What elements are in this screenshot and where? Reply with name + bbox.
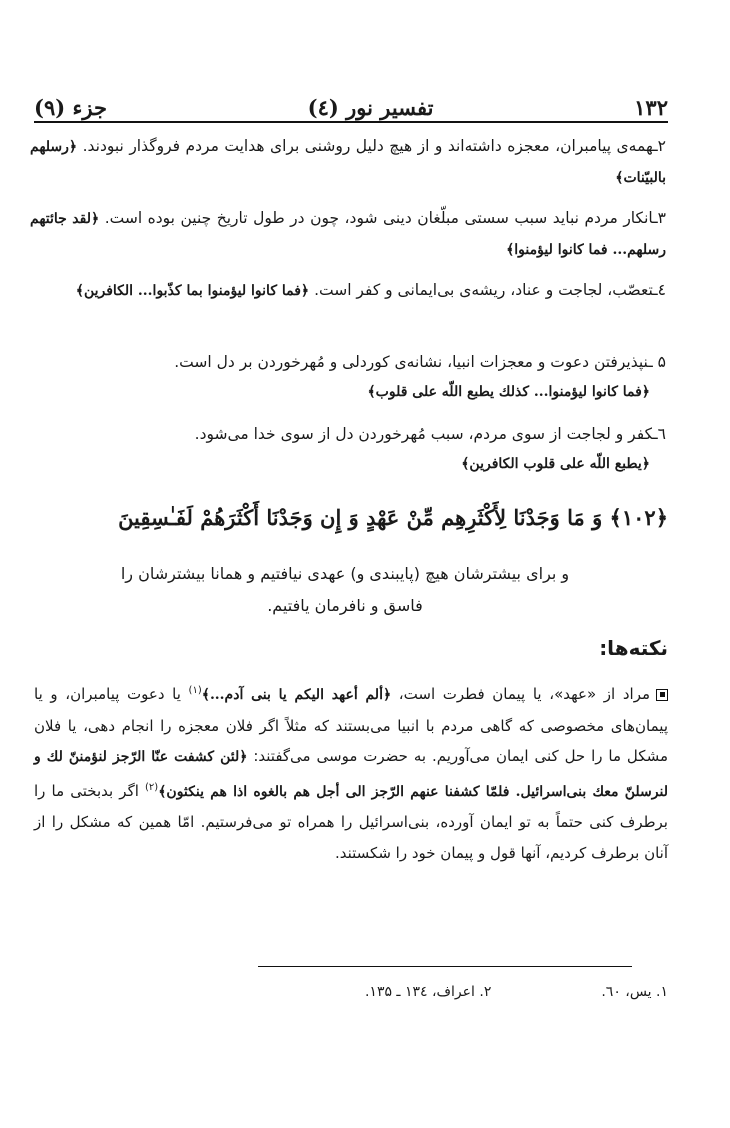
footnote-ref[interactable]: (۲) — [145, 781, 159, 793]
list-item — [30, 419, 666, 479]
footnote: ۲. اعراف، ۱۳٤ ـ ۱۳۵. — [364, 984, 492, 1000]
item-quote: ﴿فما کانوا لیؤمنوا... کذلك یطبع اللّه علی قلوب﴾ — [367, 384, 650, 400]
item-quote: ﴿رسلهم بالبیّنات﴾ — [30, 139, 666, 186]
bullet-icon — [656, 689, 668, 701]
item-text: همه‌ی پیامبران، معجزه داشته‌اند و از هیچ دلیل روشنی برای هدایت مردم فروگذار نبودند. — [82, 137, 654, 155]
note-paragraph — [34, 676, 668, 868]
note-text: اگر بدبختی ما را برطرف کنی حتماً به تو ایمان آورده، بنی‌اسرائیل را همراه تو می‌فرستیم. امّا همین که مشکل را از آنان برطرف کردیم، آنها قول و پیمان خود را شکستند. — [34, 781, 668, 862]
section-label: جزء (۹) — [34, 95, 107, 120]
item-text: کفر و لجاجت از سوی مردم، سبب مُهرخوردن دل از سوی خدا می‌شود. — [194, 425, 654, 443]
page-number: ۱۳۲ — [634, 95, 668, 120]
footnote-ref[interactable]: (۱) — [188, 685, 202, 696]
page-header — [34, 88, 668, 120]
item-number: ۲ـ — [653, 137, 666, 155]
item-number: ٦ـ — [653, 425, 666, 443]
list-item — [30, 131, 666, 193]
note-text: مراد از «عهد»، یا پیمان فطرت است، — [391, 685, 651, 703]
list-item — [30, 203, 666, 265]
item-text: انکار مردم نباید سبب سستی مبلّغان دینی شود، چون در طول تاریخ چنین بوده است. — [104, 209, 654, 227]
item-number: ۵ ـ — [648, 353, 666, 371]
translation-line: فاسق و نافرمان یافتیم. — [267, 596, 423, 615]
translation-line: و برای بیشترشان هیچ (پایبندی و) عهدی نیافتیم و همانا بیشترشان را — [120, 564, 570, 583]
header-rule — [34, 121, 668, 123]
item-quote: ﴿یطبع اللّه علی قلوب الکافرین﴾ — [461, 456, 650, 472]
item-text: تعصّب، لجاجت و عناد، ریشه‌ی بی‌ایمانی و کفر است. — [314, 281, 654, 299]
list-item — [30, 275, 666, 306]
item-text: نپذیرفتن دعوت و معجزات انبیا، نشانه‌ی کوردلی و مُهرخوردن بر دل است. — [174, 353, 649, 371]
verse-text: وَ مَا وَجَدْنَا لِأَكْثَرِهِم مِّنْ عَهْدٍ وَ إِن وَجَدْنَا أَكْثَرَهُمْ لَفَـٰسِقِينَ — [118, 505, 603, 530]
note-quote: ﴿لئن کشفت عنّا الرّجز لنؤمننّ لك و لنرسلنّ معك بنی‌اسرائیل. فلمّا کشفنا عنهم الرّجز الی أجل هم بالغوه اذا هم ینکثون﴾ — [34, 749, 668, 800]
footnotes — [100, 984, 668, 1000]
item-quote: ﴿لقد جائتهم رسلهم... فما کانوا لیؤمنوا﴾ — [30, 211, 666, 258]
item-quote: ﴿فما کانوا لیؤمنوا بما کذّبوا... الکافرین﴾ — [75, 283, 310, 299]
book-title: تفسیر نور (٤) — [307, 95, 434, 120]
quran-verse — [60, 498, 668, 538]
notes-title: نکته‌ها: — [599, 636, 668, 660]
item-number: ٤ـ — [653, 281, 666, 299]
list-item — [30, 347, 666, 407]
note-text: یا دعوت پیامبران، و یا پیمان‌های مخصوصی که گاهی مردم با انبیا می‌بستند که مثلاً اگر فلان معجزه را انجام دهی، یا فلان مشکل ما را حل کنی ایمان می‌آوریم. به حضرت موسی می‌گفتند: — [34, 685, 668, 765]
verse-number: ﴿۱۰۲﴾ — [609, 505, 668, 530]
verse-translation — [80, 558, 610, 622]
footnote-rule — [258, 966, 632, 967]
item-number: ۳ـ — [653, 209, 666, 227]
note-quote: ﴿ألم أعهد الیکم یا بنی آدم...﴾ — [201, 687, 392, 703]
footnote: ۱. یس، ٦۰. — [601, 984, 668, 1000]
